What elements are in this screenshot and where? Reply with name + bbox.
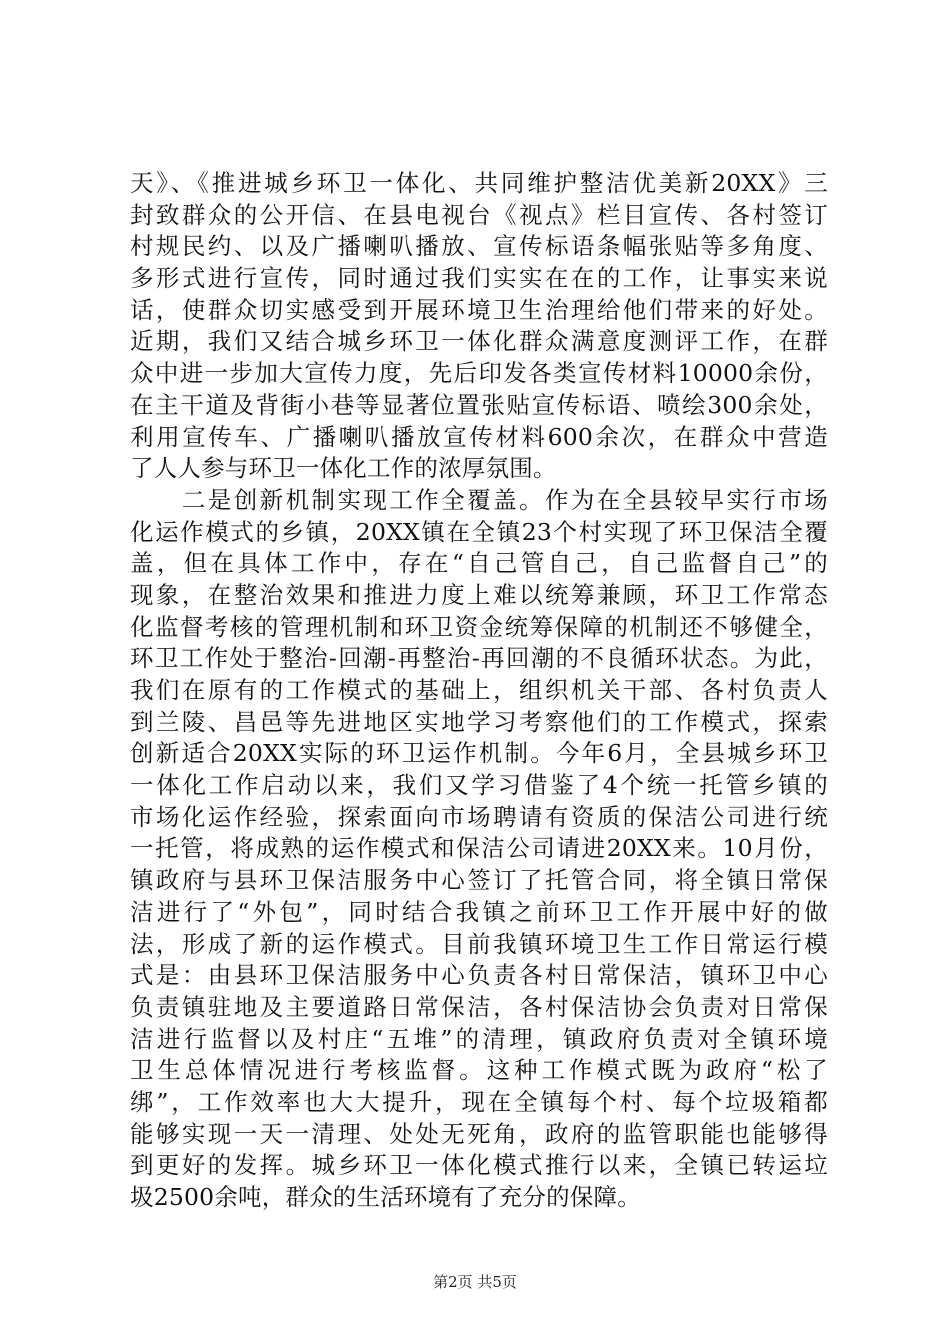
text-line: 式是：由县环卫保洁服务中心负责各村日常保洁，镇环卫中心 xyxy=(130,961,828,990)
text-line: 负责镇驻地及主要道路日常保洁，各村保洁协会负责对日常保 xyxy=(130,992,828,1021)
text-line: 洁进行监督以及村庄“五堆”的清理，镇政府负责对全镇环境 xyxy=(130,1024,828,1053)
text-line: 能够实现一天一清理、处处无死角，政府的监管职能也能够得 xyxy=(130,1119,828,1148)
text-line: 洁进行了“外包”，同时结合我镇之前环卫工作开展中好的做 xyxy=(130,897,828,926)
text-line: 多形式进行宣传，同时通过我们实实在在的工作，让事实来说 xyxy=(130,264,828,293)
text-line: 话，使群众切实感受到开展环境卫生治理给他们带来的好处。 xyxy=(130,295,828,324)
text-line: 化运作模式的乡镇，20XX镇在全镇23个村实现了环卫保洁全覆 xyxy=(130,517,828,546)
text-line: 到更好的发挥。城乡环卫一体化模式推行以来，全镇已转运垃 xyxy=(130,1151,828,1180)
text-line: 近期，我们又结合城乡环卫一体化群众满意度测评工作，在群 xyxy=(130,327,828,356)
text-line: 法，形成了新的运作模式。目前我镇环境卫生工作日常运行模 xyxy=(130,929,828,958)
text-line: 二是创新机制实现工作全覆盖。作为在全县较早实行市场 xyxy=(130,485,828,514)
text-line: 一体化工作启动以来，我们又学习借鉴了4个统一托管乡镇的 xyxy=(130,771,828,800)
text-line: 圾2500余吨，群众的生活环境有了充分的保障。 xyxy=(130,1183,641,1211)
text-line: 卫生总体情况进行考核监督。这种工作模式既为政府“松了 xyxy=(130,1056,828,1085)
text-line: 封致群众的公开信、在县电视台《视点》栏目宣传、各村签订 xyxy=(130,200,828,229)
text-line: 现象，在整治效果和推进力度上难以统筹兼顾，环卫工作常态 xyxy=(130,580,828,609)
text-line: 创新适合20XX实际的环卫运作机制。今年6月，全县城乡环卫 xyxy=(130,739,828,768)
text-line: 我们在原有的工作模式的基础上，组织机关干部、各村负责人 xyxy=(130,676,828,704)
text-line: 天》、《推进城乡环卫一体化、共同维护整洁优美新20XX》三 xyxy=(130,169,828,197)
text-line: 市场化运作经验，探索面向市场聘请有资质的保洁公司进行统 xyxy=(130,802,828,831)
text-line: 化监督考核的管理机制和环卫资金统筹保障的机制还不够健全， xyxy=(130,612,828,641)
body-text xyxy=(130,168,828,1214)
text-line: 众中进一步加大宣传力度，先后印发各类宣传材料10000余份， xyxy=(130,359,828,388)
text-line: 一托管，将成熟的运作模式和保洁公司请进20XX来。10月份， xyxy=(130,834,828,863)
text-line: 在主干道及背街小巷等显著位置张贴宣传标语、喷绘300余处， xyxy=(130,390,828,419)
text-line: 环卫工作处于整治-回潮-再整治-再回潮的不良循环状态。为此， xyxy=(130,644,828,673)
text-line: 到兰陵、昌邑等先进地区实地学习考察他们的工作模式，探索 xyxy=(130,707,828,736)
text-line: 镇政府与县环卫保洁服务中心签订了托管合同，将全镇日常保 xyxy=(130,866,828,895)
text-line: 盖，但在具体工作中，存在“自己管自己，自己监督自己”的 xyxy=(130,549,828,578)
text-line: 绑”，工作效率也大大提升，现在全镇每个村、每个垃圾箱都 xyxy=(130,1087,828,1116)
page-footer: 第2页 共5页 xyxy=(433,1273,517,1291)
text-line: 了人人参与环卫一体化工作的浓厚氛围。 xyxy=(130,454,557,483)
text-line: 村规民约、以及广播喇叭播放、宣传标语条幅张贴等多角度、 xyxy=(130,232,828,261)
text-line: 利用宣传车、广播喇叭播放宣传材料600余次，在群众中营造 xyxy=(130,422,828,451)
